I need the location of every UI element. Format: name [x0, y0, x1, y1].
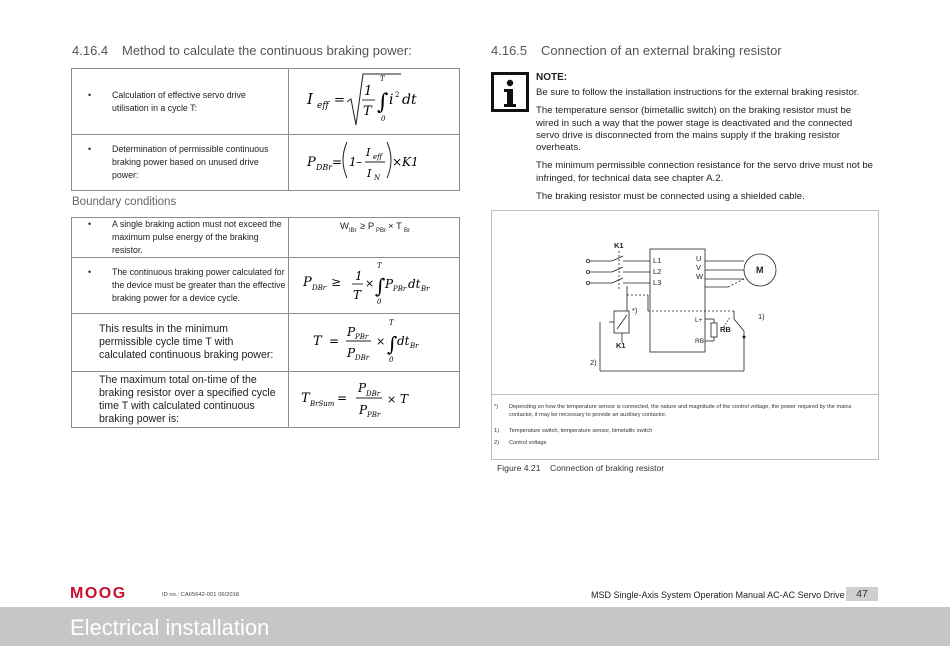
svg-text:IBr: IBr: [349, 228, 357, 234]
legend-mark: 2): [494, 440, 499, 446]
svg-text:1: 1: [355, 269, 363, 283]
label-u: U: [696, 254, 702, 263]
formula-i-eff: [289, 69, 460, 135]
section-heading-4-16-4: [72, 43, 412, 58]
svg-text:T: T: [313, 334, 322, 349]
svg-text:DBr: DBr: [366, 390, 381, 398]
info-icon: [491, 72, 529, 112]
label-l1: L1: [653, 256, 662, 265]
svg-text:eff: eff: [373, 153, 383, 161]
svg-text:≥ P: ≥ P: [360, 221, 375, 232]
svg-text:∫: ∫: [375, 274, 386, 298]
svg-text:W: W: [340, 221, 349, 232]
document-id: ID no.: CA65642-001 06/2018: [162, 592, 240, 598]
label-two: 2): [590, 358, 597, 367]
braking-resistor-figure: [491, 210, 879, 460]
svg-text:P: P: [347, 346, 356, 360]
figure-number: Figure 4.21: [497, 463, 541, 473]
label-star: *): [632, 306, 638, 315]
boundary-conditions-title: Boundary conditions: [72, 196, 177, 208]
svg-text:DBr: DBr: [355, 354, 370, 362]
svg-text:PBr: PBr: [355, 333, 369, 341]
svg-text:BrSum: BrSum: [310, 400, 335, 408]
label-v: V: [696, 263, 702, 272]
svg-text:∫: ∫: [387, 332, 398, 356]
svg-text:×: ×: [392, 155, 403, 169]
moog-logo: MOOG: [70, 585, 127, 602]
formula-t-brsum: [289, 372, 460, 428]
svg-text:0: 0: [381, 115, 386, 123]
svg-text:Br: Br: [410, 342, 419, 350]
figure-caption: [497, 463, 664, 473]
legend-text: Temperature switch, temperature sensor, bimetallic switch: [509, 428, 653, 434]
svg-text:P: P: [347, 325, 356, 339]
boundary-table: [71, 217, 460, 428]
svg-text:N: N: [374, 174, 381, 182]
svg-text:=: =: [329, 334, 340, 348]
svg-text:≥: ≥: [331, 275, 342, 289]
svg-text:–: –: [356, 155, 362, 169]
svg-text:1: 1: [349, 155, 357, 169]
label-rb: RB: [720, 325, 731, 334]
svg-text:×: ×: [376, 335, 386, 348]
label-motor: M: [756, 265, 764, 275]
legend-mark: 1): [494, 428, 499, 434]
figure-legend: [492, 394, 878, 446]
note-paragraph: Be sure to follow the installation instructions for the external braking resistor.: [536, 87, 860, 98]
section-number: 4.16.4: [72, 43, 109, 58]
label-w: W: [696, 272, 704, 281]
method-row-1-text: • Calculation of effective servo drive utilisation in a cycle T:: [72, 69, 289, 135]
svg-text:×: ×: [365, 277, 375, 290]
svg-text:i: i: [389, 92, 394, 108]
svg-text:DBr: DBr: [316, 163, 333, 172]
note-paragraph: The braking resistor must be connected using a shielded cable.: [536, 191, 805, 203]
svg-text:T: T: [353, 288, 362, 302]
label-k1-coil: K1: [616, 341, 626, 350]
label-l2: L2: [653, 267, 662, 276]
formula-p-dbr: [289, 135, 460, 191]
svg-text:T: T: [389, 319, 394, 327]
label-lplus: L+: [695, 317, 703, 324]
svg-text:=: =: [332, 155, 343, 169]
svg-text:dt: dt: [402, 92, 417, 108]
svg-text:P: P: [303, 275, 312, 290]
formula-t-min: [289, 314, 460, 372]
legend-mark: *): [494, 404, 499, 410]
svg-text:P: P: [385, 277, 394, 291]
section-title: Method to calculate the continuous braking power:: [122, 43, 412, 58]
svg-text:×: ×: [387, 393, 397, 406]
svg-text:eff: eff: [317, 101, 329, 111]
svg-text:T: T: [363, 104, 372, 119]
note-paragraph: The minimum permissible connection resistance for the servo drive must not be infringed, for technical data see chapter A.2.: [536, 160, 873, 184]
formula-w-ibr: [289, 218, 460, 258]
legend-text: Depending on how the temperature sensor is connected, the nature and magnitude of the control voltage, the power required by the mains contactor, it may be necessary to provide an auxiliary contactor.: [509, 404, 852, 418]
section-heading-4-16-5: [491, 43, 782, 58]
svg-text:K1: K1: [402, 155, 419, 169]
chapter-title: Electrical installation: [70, 615, 270, 640]
method-row-2-text: • Determination of permissible continuous braking power based on unused drive power:: [72, 135, 289, 191]
note-block: [536, 72, 876, 209]
method-table: [71, 68, 460, 191]
boundary-row-3-text: This results in the minimum permissible cycle time T with calculated continuous braking power:: [72, 314, 289, 372]
svg-text:dt: dt: [408, 277, 421, 291]
svg-text:0: 0: [377, 298, 382, 306]
note-title: NOTE:: [536, 72, 568, 83]
chapter-band: [0, 607, 950, 646]
svg-text:T: T: [301, 391, 310, 406]
svg-text:I: I: [307, 90, 313, 108]
svg-text:0: 0: [389, 356, 394, 364]
svg-text:PBr: PBr: [393, 285, 407, 293]
figure-title: Connection of braking resistor: [550, 463, 665, 473]
svg-text:dt: dt: [397, 334, 410, 348]
svg-text:PBr: PBr: [367, 411, 381, 419]
wiring-diagram: [492, 211, 878, 394]
svg-text:DBr: DBr: [312, 284, 327, 292]
section-number: 4.16.5: [491, 43, 528, 58]
manual-title: MSD Single-Axis System Operation Manual AC-AC Servo Drive: [591, 590, 845, 600]
svg-text:=: =: [334, 93, 345, 108]
section-title: Connection of an external braking resistor: [541, 43, 782, 58]
boundary-row-1-text: • A single braking action must not exceed the maximum pulse energy of the braking resistor.: [72, 218, 289, 258]
page-number: 47: [846, 587, 878, 601]
svg-text:T: T: [380, 75, 385, 83]
svg-text:=: =: [337, 391, 348, 405]
svg-text:I: I: [366, 146, 371, 159]
svg-text:P: P: [358, 381, 367, 395]
svg-text:2: 2: [395, 91, 400, 99]
svg-text:T: T: [400, 392, 409, 406]
svg-text:∫: ∫: [377, 90, 389, 115]
svg-text:T: T: [377, 262, 382, 270]
note-paragraph: The temperature sensor (bimetallic switch) on the braking resistor must be wired in such a way that the power stage is deactivated and the connected servo drive is disconnected from the mains supply if the braking resistor overheats.: [536, 105, 853, 154]
svg-text:I: I: [367, 167, 372, 180]
legend-text: Control voltage: [509, 440, 547, 446]
boundary-row-2-text: • The continuous braking power calculated for the device must be greater than the effective braking power for a device cycle.: [72, 258, 289, 314]
svg-text:× T: × T: [388, 221, 402, 232]
svg-text:PBr: PBr: [376, 228, 387, 234]
svg-text:Br: Br: [404, 228, 410, 234]
label-one: 1): [758, 312, 765, 321]
svg-text:Br: Br: [421, 285, 430, 293]
label-rb-terminal: RB: [695, 338, 705, 345]
label-l3: L3: [653, 278, 662, 287]
label-k1: K1: [614, 241, 624, 250]
formula-p-dbr-ge: [289, 258, 460, 314]
svg-text:P: P: [307, 155, 316, 170]
boundary-row-4-text: The maximum total on-time of the braking resistor over a specified cycle time T with calculated continuous braking power is:: [72, 372, 289, 428]
svg-text:1: 1: [364, 84, 373, 99]
svg-text:P: P: [359, 403, 368, 417]
